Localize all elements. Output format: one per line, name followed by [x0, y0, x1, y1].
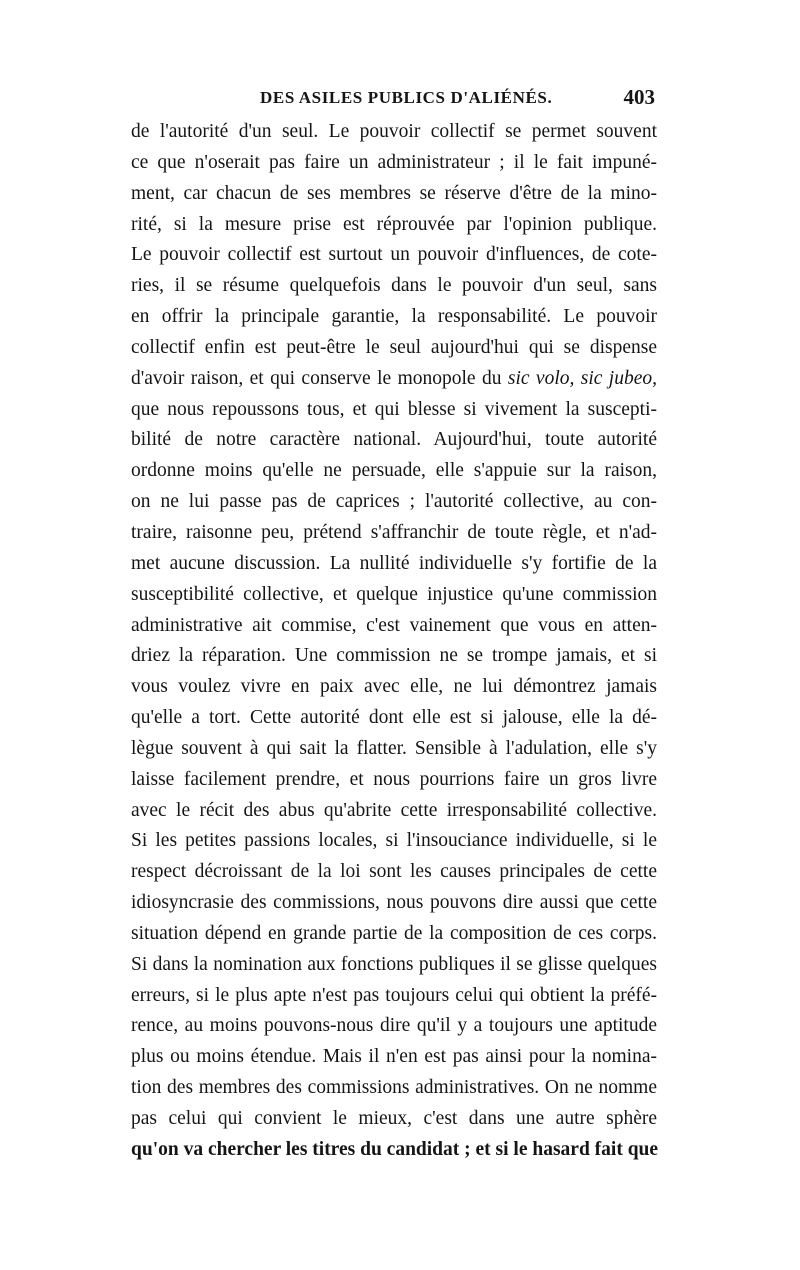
page-number: 403	[623, 85, 655, 109]
text-line-8: collectif enfin est peut-être le seul aujourd'hui qui se dispense	[131, 336, 657, 358]
text-line-33: pas celui qui convient le mieux, c'est dans une autre sphère	[131, 1108, 657, 1129]
text-line-14: traire, raisonne peu, prétend s'affranchir de toute règle, et n'ad-	[131, 521, 657, 543]
text-line-21: lègue souvent à qui sait la flatter. Sensible à l'adulation, elle s'y	[131, 737, 657, 759]
text-line-7: en offrir la principale garantie, la responsabilité. Le pouvoir	[131, 306, 657, 328]
text-line-23: avec le récit des abus qu'abrite cette irresponsabilité collective.	[131, 799, 657, 821]
text-line-30: rence, au moins pouvons-nous dire qu'il y a toujours une aptitude	[131, 1015, 657, 1037]
text-line-18: driez la réparation. Une commission ne se trompe jamais, et si	[131, 645, 657, 667]
text-line-2: ce que n'oserait pas faire un administrateur ; il le fait impuné-	[131, 151, 657, 173]
text-line-17: administrative ait commise, c'est vainement que vous en atten-	[131, 614, 657, 636]
running-title: DES ASILES PUBLICS D'ALIÉNÉS.	[260, 88, 553, 107]
text-line-22: laisse facilement prendre, et nous pourrions faire un gros livre	[131, 768, 657, 790]
text-line-9-roman: d'avoir raison, et qui conserve le monopole du	[131, 367, 508, 389]
text-line-31: plus ou moins étendue. Mais il n'en est pas ainsi pour la nomina-	[131, 1046, 657, 1068]
text-line-19: vous voulez vivre en paix avec elle, ne lui démontrez jamais	[131, 676, 657, 698]
italic-phrase: sic volo, sic jubeo,	[507, 367, 658, 389]
text-line-13: on ne lui passe pas de caprices ; l'autorité collective, au con-	[131, 491, 657, 513]
text-line-24: Si les petites passions locales, si l'insouciance individuelle, si le	[131, 830, 657, 852]
text-line-3: ment, car chacun de ses membres se réserve d'être de la mino-	[131, 182, 657, 204]
text-line-29: erreurs, si le plus apte n'est pas toujours celui qui obtient la préfé-	[131, 984, 657, 1006]
text-line-10: que nous repoussons tous, et qui blesse si vivement la suscepti-	[131, 398, 657, 420]
text-line-27: situation dépend en grande partie de la composition de ces corps.	[131, 922, 657, 944]
text-line-9	[131, 364, 657, 395]
text-line-11: bilité de notre caractère national. Aujourd'hui, toute autorité	[131, 429, 657, 451]
text-line-34: qu'on va chercher les titres du candidat ; et si le hasard fait que	[131, 1138, 659, 1160]
text-line-20: qu'elle a tort. Cette autorité dont elle est si jalouse, elle la dé-	[131, 707, 657, 729]
running-head	[255, 85, 655, 118]
text-line-12: ordonne moins qu'elle ne persuade, elle s'appuie sur la raison,	[131, 460, 657, 482]
body-text	[131, 117, 657, 1166]
text-line-5: Le pouvoir collectif est surtout un pouvoir d'influences, de cote-	[131, 244, 657, 266]
text-line-16: susceptibilité collective, et quelque injustice qu'une commission	[131, 583, 657, 605]
text-line-25: respect décroissant de la loi sont les causes principales de cette	[131, 861, 657, 883]
text-line-6: ries, il se résume quelquefois dans le pouvoir d'un seul, sans	[131, 275, 657, 297]
text-line-1: de l'autorité d'un seul. Le pouvoir collectif se permet souvent	[131, 121, 657, 142]
text-line-26: idiosyncrasie des commissions, nous pouvons dire aussi que cette	[131, 892, 657, 914]
text-line-32: tion des membres des commissions administratives. On ne nomme	[131, 1077, 657, 1099]
text-line-15: met aucune discussion. La nullité individuelle s'y fortifie de la	[131, 552, 657, 574]
text-line-28: Si dans la nomination aux fonctions publiques il se glisse quelques	[131, 953, 657, 975]
text-line-4: rité, si la mesure prise est réprouvée par l'opinion publique.	[131, 213, 657, 235]
